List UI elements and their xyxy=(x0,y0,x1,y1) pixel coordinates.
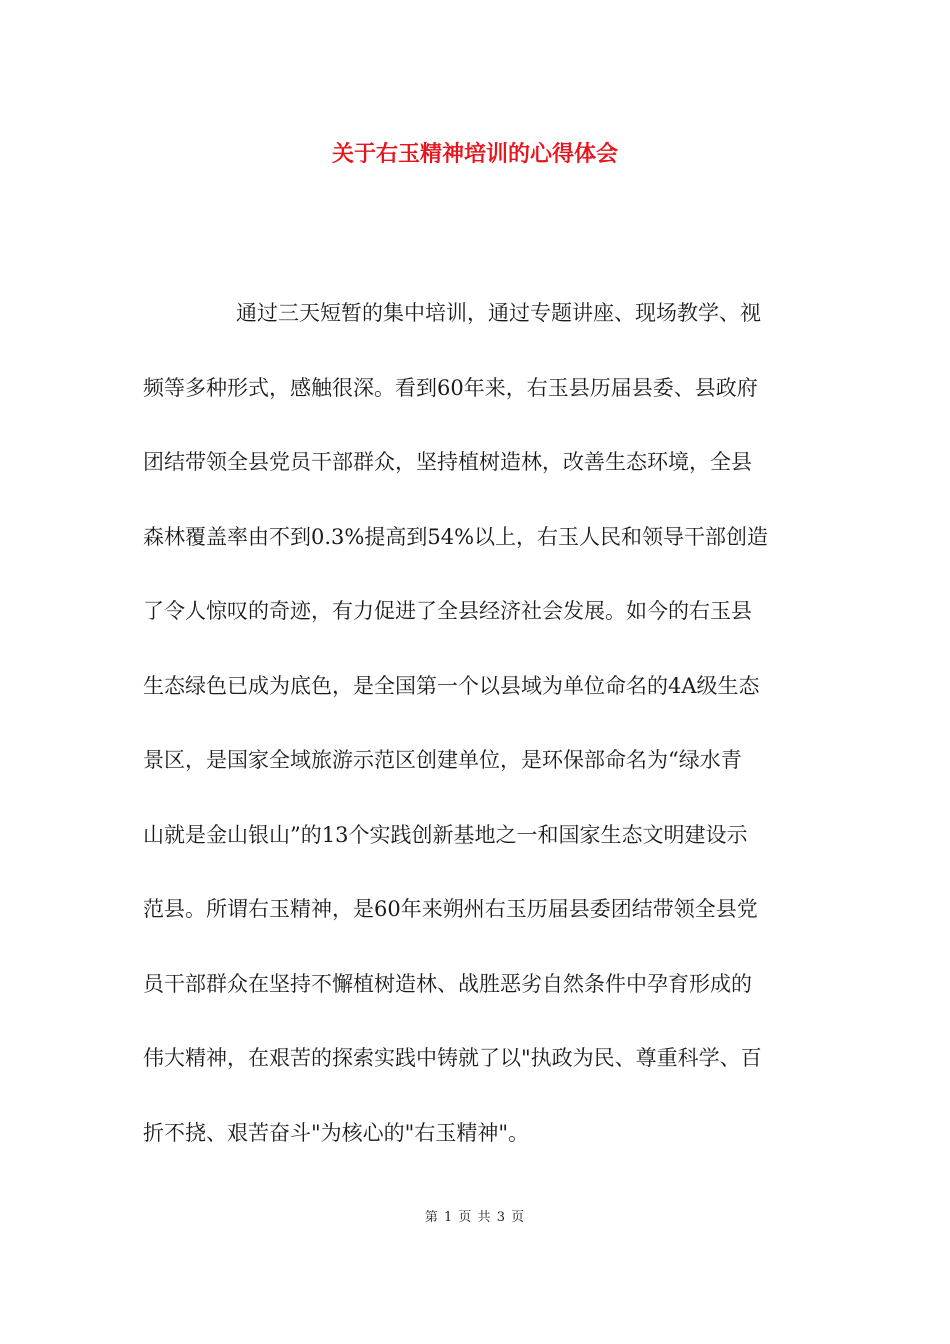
page-number-footer: 第 1 页 共 3 页 xyxy=(424,1210,526,1225)
body-line: 了令人惊叹的奇迹，有力促进了全县经济社会发展。如今的右玉县 xyxy=(143,599,752,623)
body-paragraph xyxy=(143,276,807,1170)
body-line: 团结带领全县党员干部群众，坚持植树造林，改善生态环境，全县 xyxy=(143,450,752,474)
body-line: 通过三天短暂的集中培训，通过专题讲座、现场教学、视 xyxy=(236,301,761,325)
body-line: 伟大精神，在艰苦的探索实践中铸就了以"执政为民、尊重科学、百 xyxy=(143,1046,762,1070)
body-line: 频等多种形式，感触很深。看到60年来，右玉县历届县委、县政府 xyxy=(143,375,758,400)
body-line: 山就是金山银山”的13个实践创新基地之一和国家生态文明建设示 xyxy=(143,822,748,847)
body-line: 员干部群众在坚持不懈植树造林、战胜恶劣自然条件中孕育形成的 xyxy=(143,971,752,996)
body-line: 生态绿色已成为底色，是全国第一个以县域为单位命名的4A级生态 xyxy=(143,673,760,698)
body-line: 折不挠、艰苦奋斗"为核心的"右玉精神"。 xyxy=(143,1120,529,1145)
body-line: 景区，是国家全域旅游示范区创建单位，是环保部命名为“绿水青 xyxy=(143,748,742,772)
document-title: 关于右玉精神培训的心得体会 xyxy=(331,141,618,167)
body-line: 森林覆盖率由不到0.3%提高到54%以上，右玉人民和领导干部创造 xyxy=(143,524,769,549)
body-line: 范县。所谓右玉精神，是60年来朔州右玉历届县委团结带领全县党 xyxy=(143,897,758,921)
